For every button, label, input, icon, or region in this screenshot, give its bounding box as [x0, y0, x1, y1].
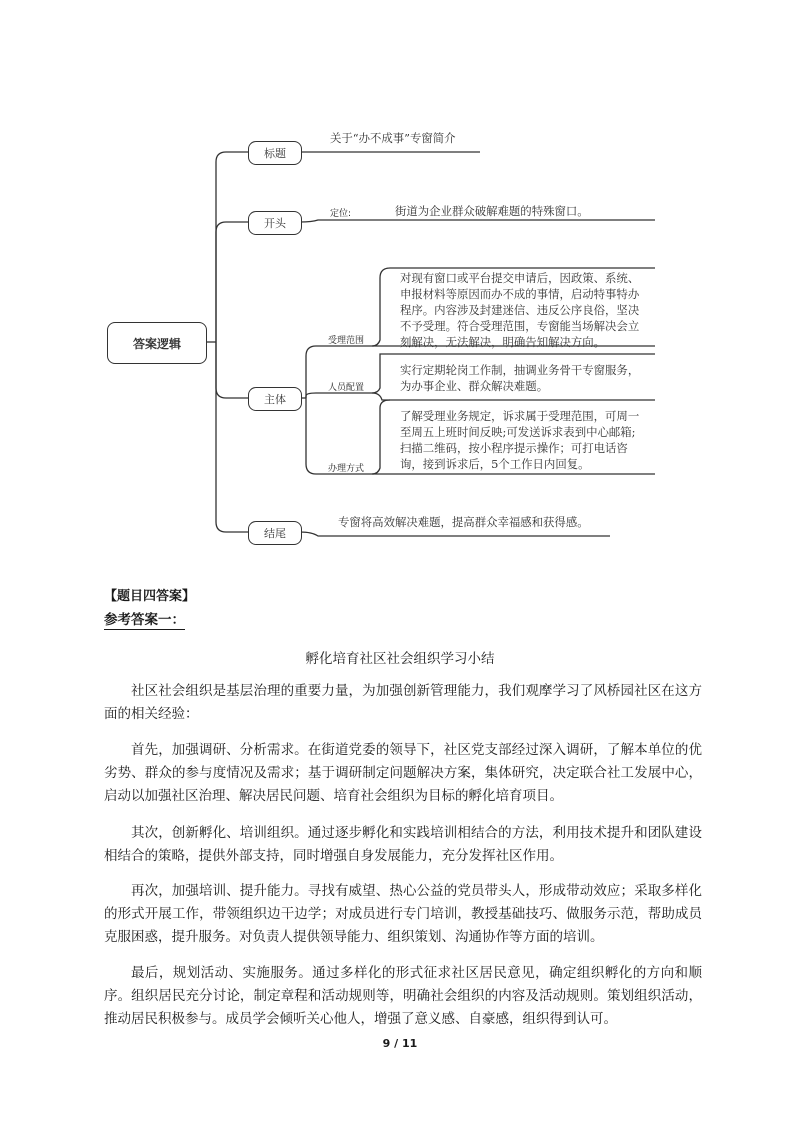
paragraph: 再次，加强培训、提升能力。寻找有威望、热心公益的党员带头人，形成带动效应；采取多样化的形式开展工作，带领组织边干边学；对成员进行专门培训，教授基础技巧、做服务示范，帮助成员克服困惑，提升服务。对负责人提供领导能力、组织策划、沟通协作等方面的培训。 — [104, 883, 702, 945]
text-line: 程序。内容涉及封建迷信、违反公序良俗，坚决 — [400, 303, 640, 317]
branch-title: 标题 — [248, 141, 302, 165]
text-line: 至周五上班时间反映;可发送诉求表到中心邮箱; — [400, 425, 636, 439]
page-number: 9 / 11 — [382, 1037, 418, 1050]
branch-title-text: 关于“办不成事”专窗简介 — [330, 131, 456, 145]
branch-opening-sublabel: 定位: — [330, 209, 352, 219]
branch-ending-text: 专窗将高效解决难题，提高群众幸福感和获得感。 — [338, 515, 589, 529]
text-line: 不予受理。符合受理范围，专窗能当场解决会立 — [400, 319, 640, 333]
text-line: 对现有窗口或平台提交申请后，因政策、系统、 — [400, 271, 640, 285]
body-scope-text — [400, 270, 639, 350]
section-subheading: 参考答案一： — [104, 608, 185, 630]
branch-ending: 结尾 — [248, 521, 302, 545]
text-line: 询，接到诉求后，5个工作日内回复。 — [400, 457, 590, 471]
text-line: 为办事企业、群众解决难题。 — [400, 379, 549, 393]
paragraph: 其次，创新孵化、培训组织。通过逐步孵化和实践培训相结合的方法，利用技术提升和团队建设相结合的策略，提供外部支持，同时增强自身发展能力，充分发挥社区作用。 — [104, 825, 702, 864]
body-scope-label: 受理范围 — [328, 336, 365, 346]
body-staff-text — [400, 362, 639, 394]
branch-opening: 开头 — [248, 211, 302, 235]
paragraph: 社区社会组织是基层治理的重要力量，为加强创新管理能力，我们观摩学习了风桥园社区在这方面的相关经验： — [104, 683, 702, 722]
body-method-text — [400, 408, 639, 472]
text-line: 扫描二维码，按小程序提示操作；可打电话咨 — [400, 441, 628, 455]
paragraph: 首先，加强调研、分析需求。在街道党委的领导下，社区党支部经过深入调研，了解本单位的优劣势、群众的参与度情况及需求；基于调研制定问题解决方案，集体研究，决定联合社工发展中心，启动以加强社区治理、解决居民问题、培育社会组织为目标的孵化培育项目。 — [104, 742, 702, 804]
body-staff-label: 人员配置 — [328, 383, 365, 393]
text-line: 实行定期轮岗工作制，抽调业务骨干专窗服务， — [400, 363, 640, 377]
essay-title: 孵化培育社区社会组织学习小结 — [305, 651, 495, 667]
section-heading: 【题目四答案】 — [104, 589, 196, 604]
text-line: 申报材料等原因而办不成的事情，启动特事特办 — [400, 287, 640, 301]
branch-opening-text: 街道为企业群众破解难题的特殊窗口。 — [395, 204, 589, 218]
mindmap-root: 答案逻辑 — [107, 322, 207, 364]
text-line: 了解受理业务规定，诉求属于受理范围，可周一 — [400, 409, 640, 423]
body-method-label: 办理方式 — [328, 464, 365, 474]
text-line: 刻解决，无法解决，明确告知解决方向。 — [400, 335, 606, 349]
paragraph: 最后，规划活动、实施服务。通过多样化的形式征求社区居民意见，确定组织孵化的方向和顺序。组织居民充分讨论，制定章程和活动规则等，明确社会组织的内容及活动规则。策划组织活动，推动居民积极参与。成员学会倾听关心他人，增强了意义感、自豪感，组织得到认可。 — [104, 965, 702, 1027]
branch-body: 主体 — [248, 387, 302, 411]
